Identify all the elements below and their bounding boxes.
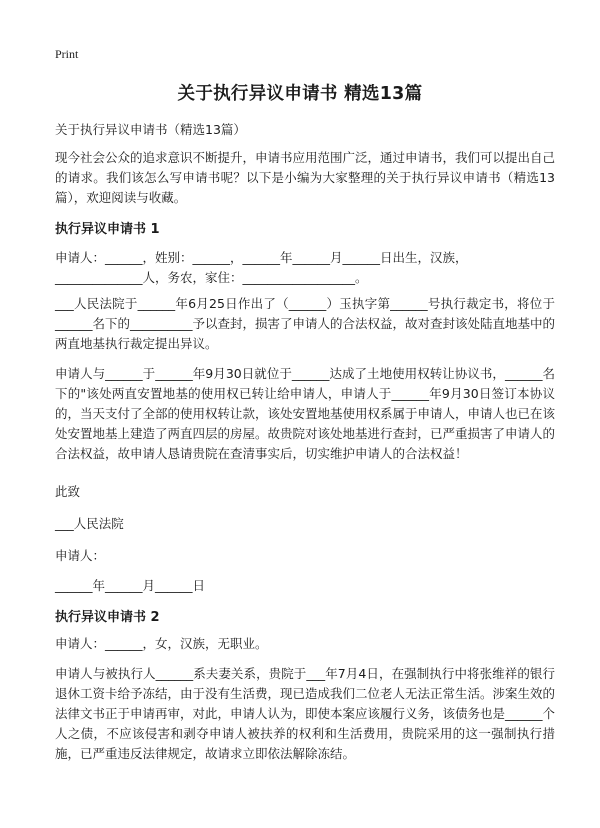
section-1-date: ______年______月______日: [55, 578, 206, 593]
document-subtitle: 关于执行异议申请书（精选13篇）: [55, 122, 246, 137]
section-1-signer: 申请人：: [55, 548, 106, 563]
section-1-applicant-info-line-1: 申请人：______，姓别：______，______年______月______日出生，汉族，: [55, 250, 468, 265]
section-2-heading: 执行异议申请书 2: [55, 610, 160, 625]
section-2-paragraph-1: 申请人与被执行人______系夫妻关系，贵院于___年7月4日，在强制执行中将张维祥的银行退休工资卡给予冻结，由于没有生活费，现已造成我们二位老人无法正常生活。涉案生效的法律文书正于申请再审，对此，申请人认为，即使本案应该履行义务，该债务也是______个人之债，不应该侵害和剥夺申请人被扶养的权利和生活费用，贵院采用的这一强制执行措施，已严重违反法律规定，故请求立即依法解除冻结。: [55, 666, 556, 761]
section-2-applicant-info: 申请人：______，女，汉族，无职业。: [55, 636, 268, 651]
intro-paragraph: 现今社会公众的追求意识不断提升，申请书应用范围广泛，通过申请书，我们可以提出自己的请求。我们该怎么写申请书呢？以下是小编为大家整理的关于执行异议申请书（精选13篇），欢迎阅读与收藏。: [55, 150, 556, 205]
page-title: 关于执行异议申请书 精选13篇: [177, 84, 423, 104]
section-1-applicant-info-line-2: ______________人，务农，家住：__________________。: [55, 270, 368, 285]
section-1-closing: 此致: [55, 484, 81, 499]
print-link[interactable]: Print: [55, 47, 79, 61]
section-1-court: ___人民法院: [55, 516, 124, 531]
section-1-paragraph-2: 申请人与______于______年9月30日就位于______达成了土地使用权转让协议书，______名下的"该处两直安置地基的使用权已转让给申请人，申请人于______年9月30日签订本协议的，当天支付了全部的使用权转让款，该处安置地基使用权系属于申请人，申请人也已在该处安置地基上建造了两直四层的房屋。故贵院对该处地基进行查封，已严重损害了申请人的合法权益，故申请人恳请贵院在查清事实后，切实维护申请人的合法权益！: [55, 366, 556, 461]
section-1-heading: 执行异议申请书 1: [55, 222, 160, 237]
section-1-paragraph-1: ___人民法院于______年6月25日作出了（______）玉执字第______号执行裁定书，将位于______名下的__________予以查封，损害了申请人的合法权益，故对查封该处陆直地基中的两直地基执行裁定提出异议。: [55, 296, 556, 351]
